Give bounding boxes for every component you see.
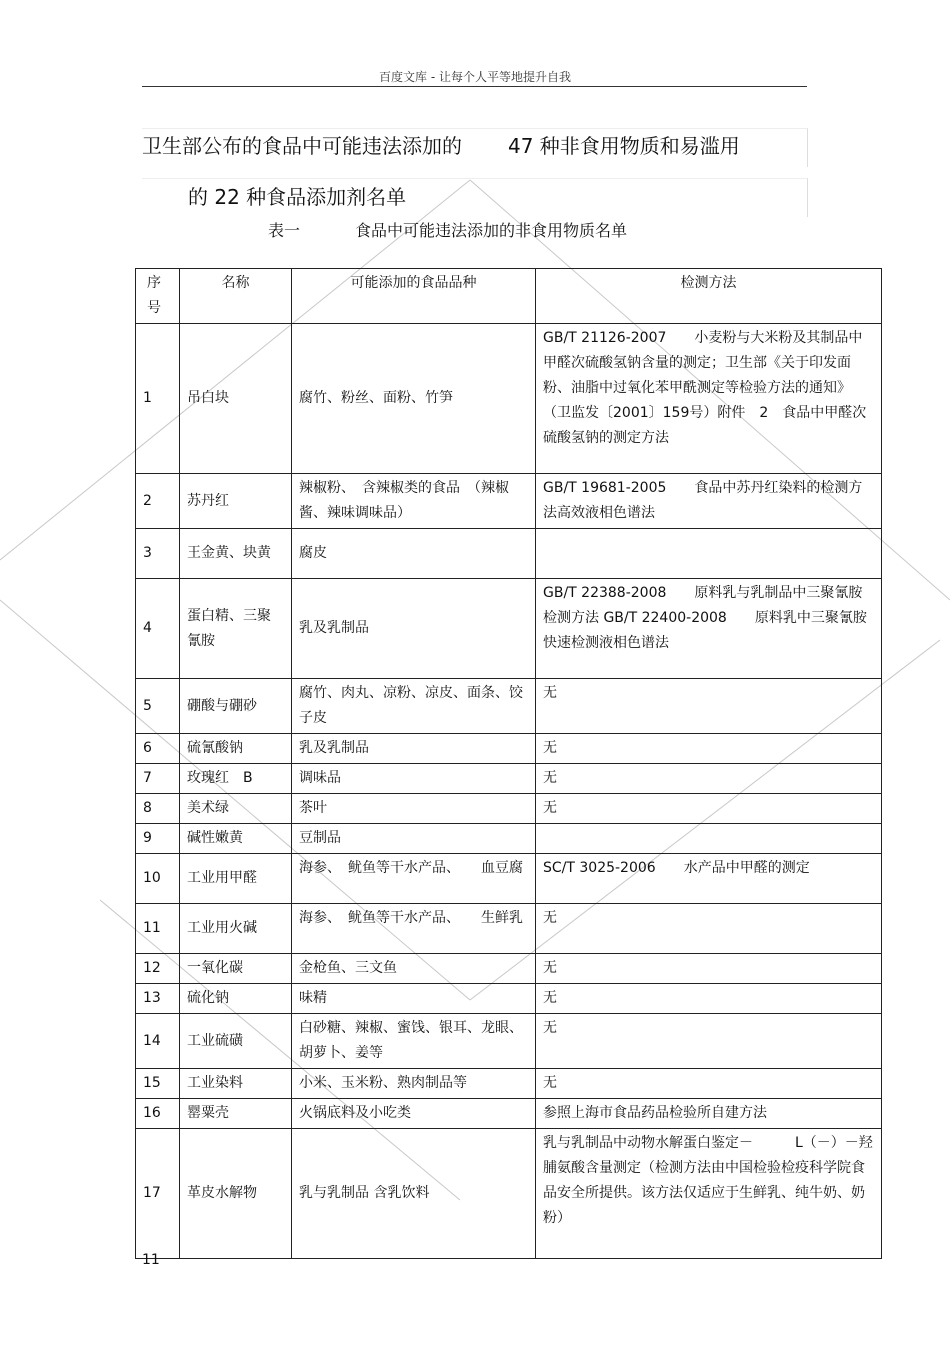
table-row xyxy=(136,474,882,529)
row-no: 15 xyxy=(136,1069,180,1099)
row-foods: 辣椒粉、 含辣椒类的食品 （辣椒酱、辣味调味品） xyxy=(292,474,536,529)
row-foods: 茶叶 xyxy=(292,794,536,824)
header-foods: 可能添加的食品品种 xyxy=(292,269,536,324)
row-name: 革皮水解物 xyxy=(180,1129,292,1259)
table-row xyxy=(136,679,882,734)
row-name: 硫化钠 xyxy=(180,984,292,1014)
table-row xyxy=(136,954,882,984)
row-method: 乳与乳制品中动物水解蛋白鉴定－ L（－）－羟脯氨酸含量测定（检测方法由中国检验检疫科学院食品安全所提供。该方法仅适应于生鲜乳、纯牛奶、奶粉） xyxy=(536,1129,882,1259)
row-name: 硫氰酸钠 xyxy=(180,734,292,764)
table-header-row xyxy=(136,269,882,324)
row-no: 9 xyxy=(136,824,180,854)
row-no: 13 xyxy=(136,984,180,1014)
row-foods: 味精 xyxy=(292,984,536,1014)
row-name: 蛋白精、三聚氰胺 xyxy=(180,579,292,679)
row-foods: 腐竹、肉丸、凉粉、凉皮、面条、饺子皮 xyxy=(292,679,536,734)
header-name: 名称 xyxy=(180,269,292,324)
row-method xyxy=(536,824,882,854)
row-method: 无 xyxy=(536,984,882,1014)
row-no: 1 xyxy=(136,324,180,474)
document-title-line2: 的 22 种食品添加剂名单 xyxy=(188,185,407,209)
row-method: 无 xyxy=(536,1014,882,1069)
row-name: 工业硫磺 xyxy=(180,1014,292,1069)
document-title-part2: 47 种非食用物质和易滥用 xyxy=(508,134,740,158)
table-caption-text: 食品中可能违法添加的非食用物质名单 xyxy=(355,221,628,240)
row-method: GB/T 22388-2008 原料乳与乳制品中三聚氰胺检测方法 GB/T 22400-2008 原料乳中三聚氰胺快速检测液相色谱法 xyxy=(536,579,882,679)
row-no: 14 xyxy=(136,1014,180,1069)
header-divider xyxy=(142,86,807,87)
table-row xyxy=(136,904,882,954)
row-no: 6 xyxy=(136,734,180,764)
row-no: 3 xyxy=(136,529,180,579)
row-foods: 海参、 鱿鱼等干水产品、 血豆腐 xyxy=(292,854,536,904)
table-row xyxy=(136,764,882,794)
row-no: 17 xyxy=(136,1129,180,1259)
row-name: 美术绿 xyxy=(180,794,292,824)
row-no: 16 xyxy=(136,1099,180,1129)
row-name: 工业用火碱 xyxy=(180,904,292,954)
row-foods: 乳及乳制品 xyxy=(292,579,536,679)
table-row xyxy=(136,1129,882,1259)
row-foods: 腐竹、粉丝、面粉、竹笋 xyxy=(292,324,536,474)
row-method: GB/T 21126-2007 小麦粉与大米粉及其制品中甲醛次硫酸氢钠含量的测定；卫生部《关于印发面粉、油脂中过氧化苯甲酰测定等检验方法的通知》 （卫监发〔2001〕159号）附件 2 食品中甲醛次硫酸氢钠的测定方法 xyxy=(536,324,882,474)
table-row xyxy=(136,984,882,1014)
row-foods: 乳及乳制品 xyxy=(292,734,536,764)
row-name: 碱性嫩黄 xyxy=(180,824,292,854)
page-number: 11 xyxy=(142,1252,160,1268)
row-method xyxy=(536,529,882,579)
row-method: 无 xyxy=(536,954,882,984)
row-foods: 调味品 xyxy=(292,764,536,794)
row-foods: 乳与乳制品 含乳饮料 xyxy=(292,1129,536,1259)
row-no: 4 xyxy=(136,579,180,679)
row-no: 2 xyxy=(136,474,180,529)
row-method: 无 xyxy=(536,679,882,734)
row-foods: 海参、 鱿鱼等干水产品、 生鲜乳 xyxy=(292,904,536,954)
row-name: 工业用甲醛 xyxy=(180,854,292,904)
row-foods: 白砂糖、辣椒、蜜饯、银耳、龙眼、胡萝卜、姜等 xyxy=(292,1014,536,1069)
header-method: 检测方法 xyxy=(536,269,882,324)
row-no: 7 xyxy=(136,764,180,794)
row-no: 11 xyxy=(136,904,180,954)
row-method: 无 xyxy=(536,904,882,954)
row-method: GB/T 19681-2005 食品中苏丹红染料的检测方法高效液相色谱法 xyxy=(536,474,882,529)
row-name: 苏丹红 xyxy=(180,474,292,529)
row-foods: 腐皮 xyxy=(292,529,536,579)
table-row xyxy=(136,579,882,679)
row-foods: 金枪鱼、三文鱼 xyxy=(292,954,536,984)
row-method: 参照上海市食品药品检验所自建方法 xyxy=(536,1099,882,1129)
row-name: 罂粟壳 xyxy=(180,1099,292,1129)
page-header: 百度文库 - 让每个人平等地提升自我 xyxy=(379,70,571,84)
table-caption-label: 表一 xyxy=(268,221,301,240)
non-food-substances-table xyxy=(135,268,882,1259)
row-foods: 豆制品 xyxy=(292,824,536,854)
row-name: 硼酸与硼砂 xyxy=(180,679,292,734)
table-row xyxy=(136,854,882,904)
table-row xyxy=(136,529,882,579)
row-method: SC/T 3025-2006 水产品中甲醛的测定 xyxy=(536,854,882,904)
row-name: 一氧化碳 xyxy=(180,954,292,984)
table-row xyxy=(136,1099,882,1129)
row-no: 12 xyxy=(136,954,180,984)
row-foods: 火锅底料及小吃类 xyxy=(292,1099,536,1129)
table-row xyxy=(136,824,882,854)
row-method: 无 xyxy=(536,794,882,824)
row-method: 无 xyxy=(536,734,882,764)
table-row xyxy=(136,324,882,474)
row-name: 吊白块 xyxy=(180,324,292,474)
document-title-part1: 卫生部公布的食品中可能违法添加的 xyxy=(142,134,462,158)
header-no: 序号 xyxy=(136,269,180,324)
row-no: 10 xyxy=(136,854,180,904)
row-name: 玫瑰红 B xyxy=(180,764,292,794)
table-row xyxy=(136,1069,882,1099)
row-no: 5 xyxy=(136,679,180,734)
row-foods: 小米、玉米粉、熟肉制品等 xyxy=(292,1069,536,1099)
row-no: 8 xyxy=(136,794,180,824)
table-row xyxy=(136,1014,882,1069)
row-name: 工业染料 xyxy=(180,1069,292,1099)
table-row xyxy=(136,734,882,764)
row-method: 无 xyxy=(536,1069,882,1099)
row-method: 无 xyxy=(536,764,882,794)
table-row xyxy=(136,794,882,824)
row-name: 王金黄、块黄 xyxy=(180,529,292,579)
